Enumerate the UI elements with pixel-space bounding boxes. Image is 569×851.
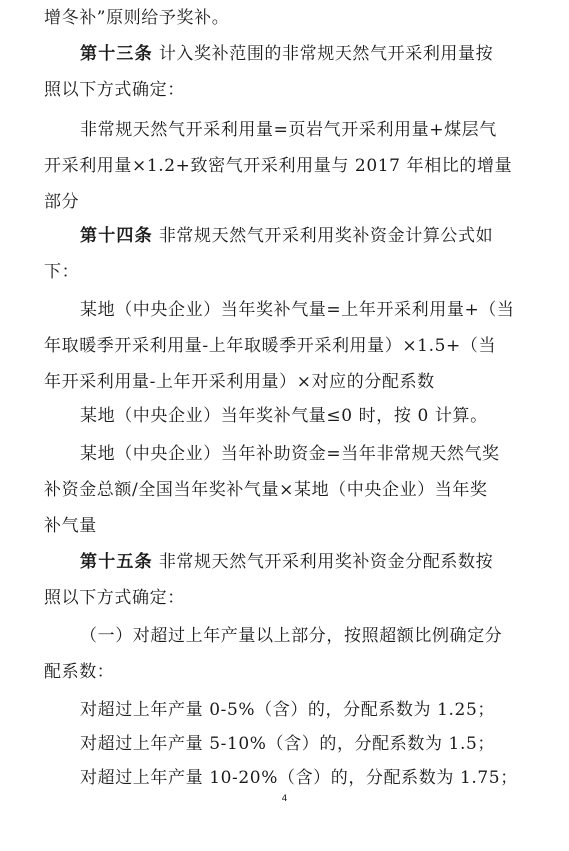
formula-paragraph-2 (44, 292, 532, 328)
text-line: 配系数： (44, 662, 115, 682)
text-line: （一）对超过上年产量以上部分，按照超额比例确定分 (80, 626, 503, 646)
formula-paragraph-1 (44, 112, 532, 148)
text-line: 照以下方式确定： (44, 80, 185, 100)
article-13-text: 计入奖补范围的非常规天然气开采利用量按 (152, 44, 494, 64)
text-line: 某地（中央企业）当年奖补气量=上年开采利用量+（当 (80, 300, 515, 320)
text-line: 年取暖季开采利用量-上年取暖季开采利用量）×1.5+（当 (44, 336, 497, 356)
article-15-text: 非常规天然气开采利用奖补资金分配系数按 (152, 552, 494, 572)
text-line: 对超过上年产量 0-5%（含）的，分配系数为 1.25； (80, 700, 495, 720)
article-14 (44, 218, 532, 254)
formula-paragraph-2-continued (44, 328, 532, 400)
text-line: 部分 (44, 192, 80, 212)
article-13-continued (44, 72, 532, 108)
text-line: 某地（中央企业）当年奖补气量≤0 时，按 0 计算。 (80, 406, 488, 426)
article-14-heading: 第十四条 (80, 226, 153, 246)
article-14-continued (44, 254, 532, 290)
page-number: 4 (281, 794, 288, 804)
item-1-continued (44, 654, 532, 690)
formula-paragraph-3 (44, 436, 532, 472)
article-15 (44, 544, 532, 580)
article-13 (44, 36, 532, 72)
tier-10-20 (44, 760, 532, 796)
condition-paragraph (44, 398, 532, 434)
article-15-continued (44, 580, 532, 616)
formula-paragraph-1-continued (44, 148, 532, 220)
text-line: 增冬补”原则给予奖补。 (44, 8, 230, 28)
formula-paragraph-3-continued (44, 472, 532, 544)
text-line: 对超过上年产量 10-20%（含）的，分配系数为 1.75； (80, 768, 518, 788)
paragraph-continuation (44, 0, 532, 36)
text-line: 补资金总额/全国当年奖补气量×某地（中央企业）当年奖 (44, 480, 488, 500)
article-15-heading: 第十五条 (80, 552, 153, 572)
text-line: 某地（中央企业）当年补助资金=当年非常规天然气奖 (80, 444, 500, 464)
text-line: 开采利用量×1.2+致密气开采利用量与 2017 年相比的增量 (44, 156, 513, 176)
tier-0-5 (44, 692, 532, 728)
article-13-heading: 第十三条 (80, 44, 153, 64)
text-line: 补气量 (44, 516, 97, 536)
text-line: 下： (44, 262, 80, 282)
article-14-text: 非常规天然气开采利用奖补资金计算公式如 (152, 226, 494, 246)
text-line: 年开采利用量-上年开采利用量）×对应的分配系数 (44, 372, 435, 392)
text-line: 非常规天然气开采利用量=页岩气开采利用量+煤层气 (80, 120, 497, 140)
text-line: 照以下方式确定： (44, 588, 185, 608)
text-line: 对超过上年产量 5-10%（含）的，分配系数为 1.5； (80, 734, 495, 754)
item-1 (44, 618, 532, 654)
tier-5-10 (44, 726, 532, 762)
